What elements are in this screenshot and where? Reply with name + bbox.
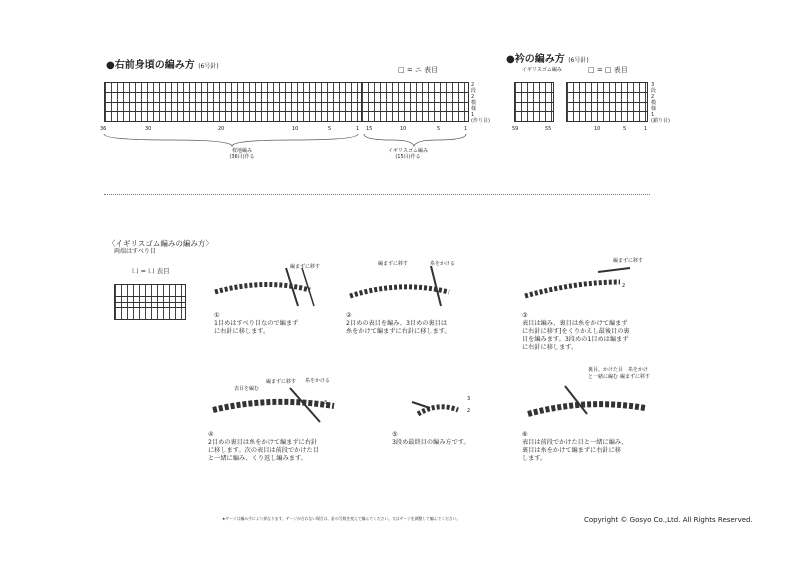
collar-legend: □ = □ 表目 (588, 66, 628, 74)
step4-caption: ④ 2目めの裏目は糸をかけて編まずに右針 に移します。次の表目は前段でかけた目 と一緒に編み、くり返し編みます。 (208, 431, 319, 462)
step6-illustration (525, 384, 650, 428)
step-num: ③ (522, 312, 528, 319)
howto-title: 〈イギリスゴム編みの編み方〉 (108, 239, 213, 248)
front-legend: □ = ニ 表目 (398, 66, 439, 74)
copyright: Copyright © Gosyo Co.,Ltd. All Rights Reserved. (584, 516, 753, 524)
step1-label: 編まずに移す (290, 264, 321, 270)
step5-label-b: 2 (467, 408, 471, 414)
step3-illustration (520, 262, 635, 310)
brace-right-label: イギリスゴム編み (15目)作る (388, 148, 428, 160)
step-num: ② (346, 312, 352, 319)
step6-label-d: 編まずに移す (620, 374, 651, 380)
collar-needle: (6号針) (568, 57, 589, 64)
step6-label-a: 裏目、かけた目 (588, 367, 624, 373)
step3-label-a: 編まずに移す (613, 258, 644, 264)
step4-label-c: 糸をかける (305, 378, 331, 384)
step1-caption: ① 1目めはすべり目なので編まず に右針に移します。 (214, 312, 299, 335)
collar-side-labels: 3 段 2 模 様 1 (鎖り目) (651, 82, 670, 124)
front-braces (102, 132, 472, 148)
step4-illustration (210, 386, 340, 426)
front-title (106, 56, 219, 71)
front-chart-left (104, 82, 362, 122)
step4-label-d: 3 (324, 400, 328, 406)
collar-chart-left (514, 82, 554, 122)
collar-title-text: ●衿の編み方 (506, 54, 565, 65)
step-num: ④ (208, 431, 214, 438)
step-num: ⑥ (522, 431, 528, 438)
front-side-labels: 2 段 2 模 様 1 (作り目) (471, 82, 490, 124)
step5-label-a: 3 (467, 396, 471, 402)
step2-illustration (345, 262, 460, 310)
step6-label-c: 糸をかけ (628, 367, 649, 373)
step-num: ⑤ (392, 431, 398, 438)
collar-title (506, 50, 589, 65)
collar-chart-right (566, 82, 648, 122)
front-axis: 36 30 20 10 5 1 15 10 5 1 (100, 126, 468, 132)
front-title-text: ●右前身頃の編み方 (106, 60, 195, 71)
step6-label-b: と一緒に編む (588, 374, 619, 380)
collar-rib-label: イギリスゴム編み (522, 67, 562, 73)
front-chart-right (361, 82, 469, 122)
step2-caption: ② 2目めの表目を編み、3目めの裏目は 糸をかけて編まずに右針に移します。 (346, 312, 451, 335)
howto-sub: 両端はすべり目 (114, 248, 156, 255)
brace-left-label: 桜地編み (36目)作る (229, 148, 255, 160)
section-divider (104, 194, 650, 195)
footnote: ★ゲージは編み手により異なります。ゲージが合わない場合は、針の号数を変えて編んでください。又はゲージを調整して編んでください。 (222, 516, 461, 521)
step3-label-b: 2 (622, 283, 626, 289)
step4-label-b: 表目を編む (234, 386, 260, 392)
step5-caption: ⑤ 3段め最終目の編み方です。 (392, 431, 470, 446)
step-num: ① (214, 312, 220, 319)
step2-label-b: 糸をかける (430, 261, 456, 267)
front-needle: (6号針) (198, 63, 219, 70)
step3-caption: ③ 表目は編み、裏目は糸をかけて編まず に右針に移す]をくりかえし最後目の裏 目を編みます。3段めの1目めは編まず に右針に移します。 (522, 312, 630, 351)
step2-label-a: 編まずに移す (378, 261, 409, 267)
collar-axis: 59 55 10 5 1 (512, 126, 648, 132)
step6-caption: ⑥ 表目は前段でかけた目と一緒に編み、 裏目は糸をかけて編まずに右針に移 します。 (522, 431, 628, 462)
howto-legend: 凵 = 凵 表目 (132, 267, 170, 275)
step4-label-a: 編まずに移す (266, 379, 297, 385)
howto-mini-chart (114, 284, 186, 320)
